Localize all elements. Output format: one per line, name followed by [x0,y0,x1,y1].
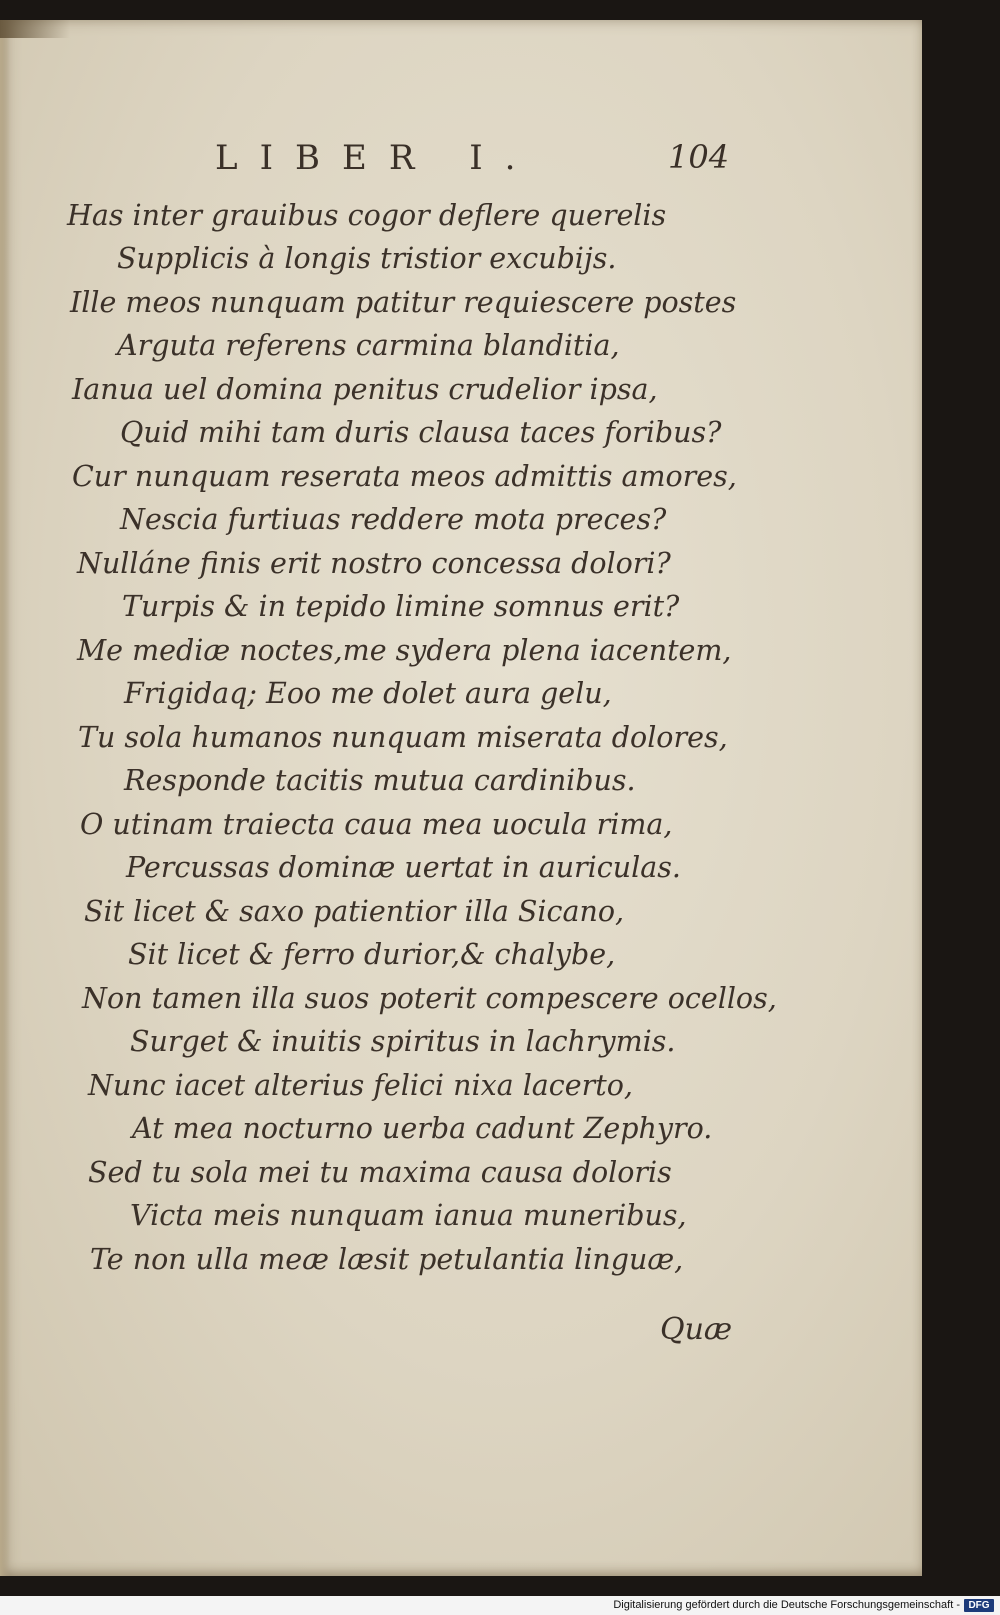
verse-line: Sit licet & saxo patientior illa Sicano, [84,895,625,928]
page-corner-shadow [0,20,70,38]
verse-line: Nunc iacet alterius felici nixa lacerto, [88,1069,633,1102]
verse-line: Tu sola humanos nunquam miserata dolores, [78,721,728,754]
verse-line: Cur nunquam reserata meos admittis amores, [72,460,737,493]
verse-line: Frigidaq; Eoo me dolet aura gelu, [124,677,612,710]
page-number: 104 [668,138,730,176]
verse-line: Ianua uel domina penitus crudelior ipsa, [72,373,658,406]
verse-line: Victa meis nunquam ianua muneribus, [130,1199,687,1232]
funding-credit: Digitalisierung gefördert durch die Deutsche Forschungsgemeinschaft - [613,1599,960,1611]
page-header [0,128,922,188]
verse-line: Has inter grauibus cogor deflere querelis [67,199,667,232]
verse-line: O utinam traiecta caua mea uocula rima, [80,808,673,841]
digitization-footer [0,1596,1000,1615]
running-title: LIBER I. [215,138,538,178]
verse-line: Te non ulla meæ læsit petulantia linguæ, [90,1243,684,1276]
catchword: Quæ [660,1312,733,1347]
verse-line: At mea nocturno uerba cadunt Zephyro. [132,1112,713,1145]
page-gutter-shadow [0,20,10,1576]
verse-line: Sed tu sola mei tu maxima causa doloris [88,1156,672,1189]
verse-line: Surget & inuitis spiritus in lachrymis. [130,1025,676,1058]
verse-line: Responde tacitis mutua cardinibus. [124,764,636,797]
verse-line: Sit licet & ferro durior,& chalybe, [128,938,616,971]
verse-line: Turpis & in tepido limine somnus erit? [122,590,680,623]
verse-line: Supplicis à longis tristior excubijs. [117,242,617,275]
verse-line: Percussas dominæ uertat in auriculas. [126,851,681,884]
verse-line: Nescia furtiuas reddere mota preces? [120,503,667,536]
book-page [0,20,922,1576]
verse-line: Quid mihi tam duris clausa taces foribus? [120,416,722,449]
verse-line: Non tamen illa suos poterit compescere ocellos, [82,982,777,1015]
verse-line: Me mediæ noctes,me sydera plena iacentem, [77,634,732,667]
verse-line: Nulláne finis erit nostro concessa dolori? [77,547,671,580]
verse-line: Arguta referens carmina blanditia, [117,329,620,362]
dfg-logo-icon: DFG [964,1599,994,1612]
verse-line: Ille meos nunquam patitur requiescere postes [70,286,737,319]
